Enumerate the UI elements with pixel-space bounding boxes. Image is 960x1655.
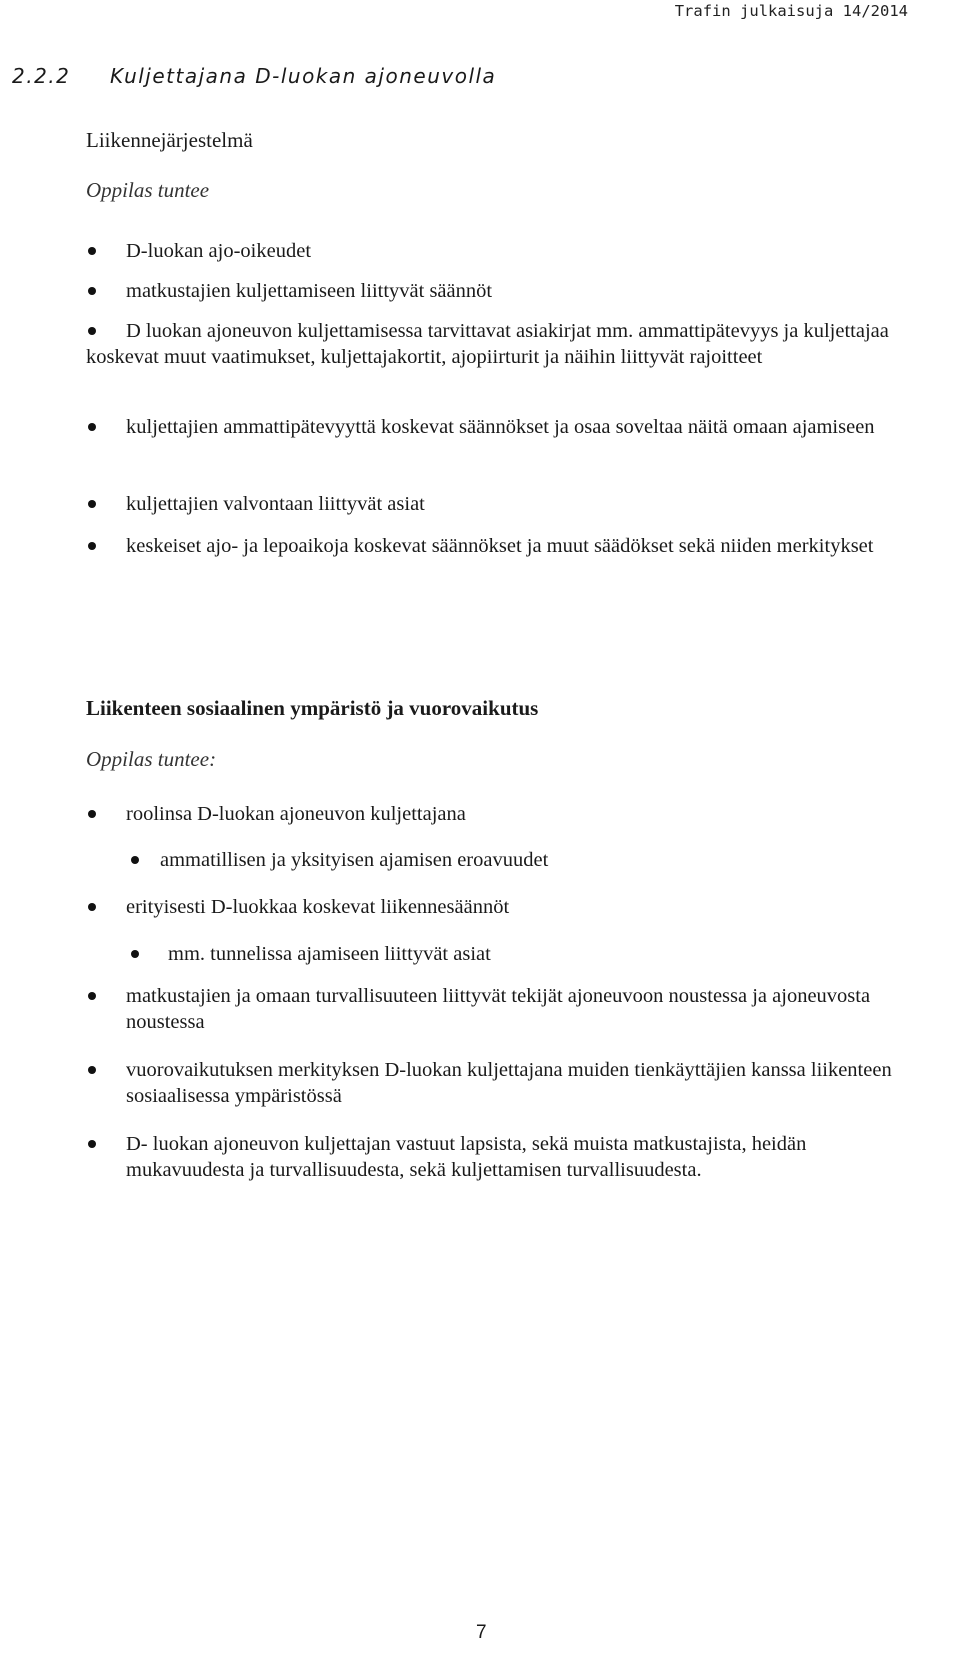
list-item-text: roolinsa D-luokan ajoneuvon kuljettajana — [126, 803, 466, 825]
bullet-icon — [88, 1066, 96, 1074]
bullet-icon — [88, 992, 96, 1000]
bullet-icon — [88, 1140, 96, 1148]
subheading-oppilas-tuntee: Oppilas tuntee — [86, 178, 210, 202]
subheading-oppilas-tuntee: Oppilas tuntee: — [86, 747, 217, 771]
list-item-text: keskeiset ajo- ja lepoaikoja koskevat säännökset ja muut säädökset sekä niiden merkitykset — [126, 535, 874, 557]
list-item-text: kuljettajien ammattipätevyyttä koskevat säännökset ja osaa soveltaa näitä omaan ajamiseen — [126, 416, 875, 438]
list-item-text: D-luokan ajo-oikeudet — [126, 240, 312, 262]
list-item-text: mm. tunnelissa ajamiseen liittyvät asiat — [168, 943, 491, 965]
running-header: Trafin julkaisuja 14/2014 — [674, 2, 908, 20]
bullet-icon — [131, 856, 139, 864]
bullet-icon — [131, 950, 139, 958]
bullet-icon — [88, 247, 96, 255]
list-item-text: erityisesti D-luokkaa koskevat liikennesäännöt — [126, 896, 510, 918]
list-item-text: matkustajien kuljettamiseen liittyvät säännöt — [126, 280, 493, 302]
bullet-icon — [88, 810, 96, 818]
list-item-text: D- luokan ajoneuvon kuljettajan vastuut lapsista, sekä muista matkustajista, heidän mukavuudesta ja turvallisuudesta, sekä kuljettamisen turvallisuudesta. — [126, 1133, 807, 1181]
bullet-icon — [88, 500, 96, 508]
list-item-text: D luokan ajoneuvon kuljettamisessa tarvittavat asiakirjat mm. ammattipätevyys ja kuljettajaa koskevat muut vaatimukset, kuljettajakortit, ajopiirturit ja näihin liittyvät rajoitteet — [86, 320, 889, 368]
heading-liikennejarjestelma: Liikennejärjestelmä — [86, 128, 253, 152]
list-item-text: ammatillisen ja yksityisen ajamisen eroavuudet — [160, 849, 549, 871]
list-item-text: kuljettajien valvontaan liittyvät asiat — [126, 493, 425, 515]
heading-sosiaalinen-ymparisto: Liikenteen sosiaalinen ympäristö ja vuorovaikutus — [86, 696, 539, 720]
list-item-text: matkustajien ja omaan turvallisuuteen liittyvät tekijät ajoneuvoon noustessa ja ajoneuvosta noustessa — [126, 985, 871, 1033]
bullet-icon — [88, 423, 96, 431]
page-number: 7 — [476, 1622, 487, 1643]
bullet-icon — [88, 903, 96, 911]
bullet-icon — [88, 287, 96, 295]
section-title: Kuljettajana D-luokan ajoneuvolla — [110, 64, 497, 88]
bullet-icon — [88, 542, 96, 550]
list-item-text: vuorovaikutuksen merkityksen D-luokan kuljettajana muiden tienkäyttäjien kanssa liikenteen sosiaalisessa ympäristössä — [126, 1059, 892, 1107]
section-number: 2.2.2 — [12, 64, 71, 88]
